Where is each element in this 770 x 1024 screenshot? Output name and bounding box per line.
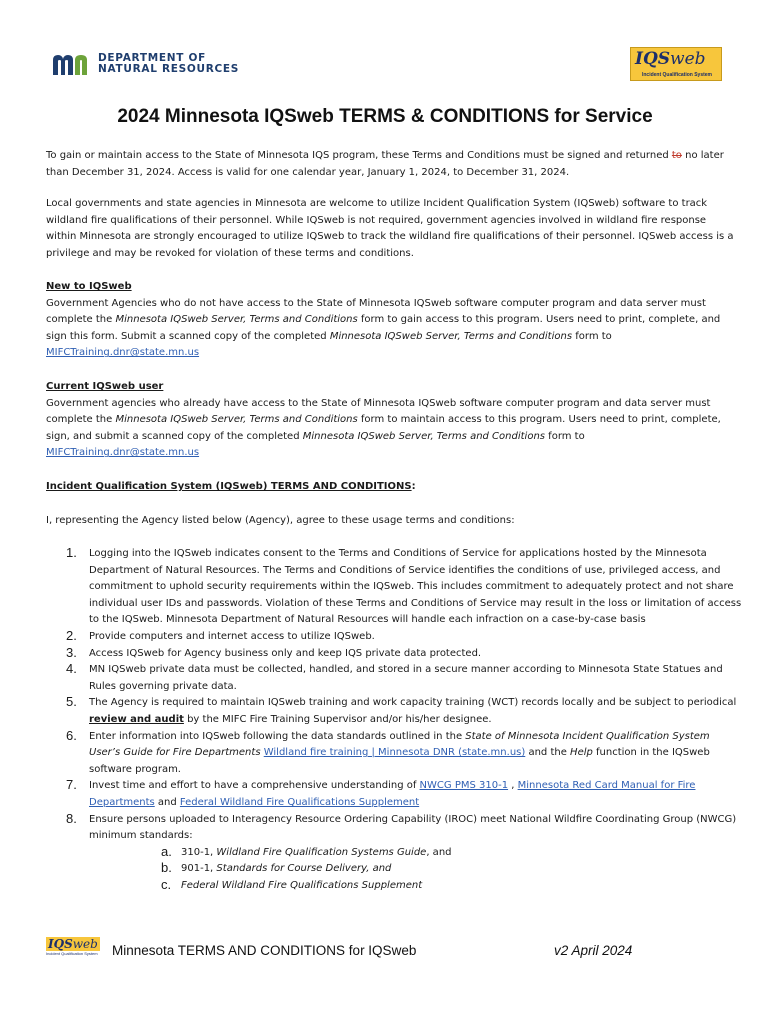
tc-heading: Incident Qualification System (IQSweb) TERMS AND CONDITIONS xyxy=(46,481,412,492)
list-item xyxy=(66,729,742,779)
intro-text-a: To gain or maintain access to the State of Minnesota IQS program, these Terms and Conditions must be signed and returned xyxy=(46,150,672,161)
new-user-text-b: form to gain access to this program. Users need to print, complete, and sign this form. Submit a scanned copy of the completed xyxy=(46,314,721,342)
footer-logo-mark xyxy=(46,937,100,951)
help-text: Help xyxy=(570,747,593,759)
sub-list-item xyxy=(161,878,742,895)
list-text-c: function in the IQSweb software program. xyxy=(89,747,710,775)
sub-text-a: 310-1, xyxy=(181,846,217,858)
list-number: 1. xyxy=(66,545,77,560)
list-text-c: and xyxy=(154,796,180,808)
federal-supplement-link[interactable]: Federal Wildland Fire Qualifications Supplement xyxy=(179,796,420,808)
current-user-email-link[interactable]: MIFCTraining.dnr@state.mn.us xyxy=(46,447,200,459)
footer-logo-subtitle: Incident Qualification System xyxy=(46,951,98,956)
nwcg-pms-link[interactable]: NWCG PMS 310-1 xyxy=(419,780,509,792)
current-user-form-name-2: Minnesota IQSweb Server, Terms and Conditions xyxy=(302,430,545,442)
new-user-text-a: Government Agencies who do not have access to the State of Minnesota IQSweb software computer program and data server must complete the xyxy=(46,297,706,326)
list-text-a: Invest time and effort to have a comprehensive understanding of xyxy=(89,780,420,792)
current-user-section xyxy=(46,379,736,462)
sub-text-em: Standards for Course Delivery, and xyxy=(216,863,392,875)
users-guide-title: State of Minnesota Incident Qualification System User’s Guide for Fire Departments xyxy=(89,730,710,759)
list-text-a: Enter information into IQSweb following the data standards outlined in the xyxy=(89,730,466,742)
list-number: 4. xyxy=(66,661,77,677)
intro-strike: to xyxy=(671,150,682,161)
list-item xyxy=(66,662,742,695)
new-user-form-name-2: Minnesota IQSweb Server, Terms and Conditions xyxy=(329,330,573,342)
terms-list xyxy=(66,546,742,894)
red-card-manual-link[interactable]: Minnesota Red Card Manual for Fire Departments xyxy=(89,780,696,808)
sub-list-item xyxy=(161,861,742,878)
list-item xyxy=(66,695,742,728)
list-text: MN IQSweb private data must be collected, handled, and stored in a secure manner according to Minnesota State Statues and Rules governing private data. xyxy=(89,664,723,692)
current-user-heading: Current IQSweb user xyxy=(46,381,164,392)
dnr-line1: DEPARTMENT OF xyxy=(98,52,206,64)
list-number: 3. xyxy=(66,644,77,660)
list-text: Ensure persons uploaded to Interagency Resource Ordering Capability (IROC) meet National Wildfire Coordinating Group (NWCG) minimum standards: xyxy=(89,813,737,842)
list-number: 8. xyxy=(66,810,77,826)
intro-text-b: no later than December 31, 2024. Access is valid for one calendar year, January 1, 2024, to December 31, 2024. xyxy=(46,150,724,178)
wildland-fire-training-link[interactable]: Wildland fire training | Minnesota DNR (state.mn.us) xyxy=(263,747,526,759)
list-text: Logging into the IQSweb indicates consent to the Terms and Conditions of Service for applications hosted by the Minnesota Department of Natural Resources. The Terms and Conditions of Service identifies the conditions of use, privileged access, and commitment to uphold security requirements within the IQSweb. This includes commitment to adequately protect and not share individual user IDs and passwords. Violation of these Terms and Conditions of Service may result in the loss or limitation of access to the IQSweb. Minnesota Department of Natural Resources will handle each infraction on a case-by-case basis xyxy=(89,548,742,626)
current-user-form-name-1: Minnesota IQSweb Server, Terms and Conditions xyxy=(115,414,358,426)
list-number: 2. xyxy=(66,627,77,643)
list-text-b: by the MIFC Fire Training Supervisor and/or his/her designee. xyxy=(183,713,492,725)
sub-text-em: Federal Wildland Fire Qualifications Supplement xyxy=(181,879,423,891)
list-text-b: and the xyxy=(525,747,571,759)
tc-agree-block xyxy=(46,513,736,530)
iqsweb-logo-subtitle: Incident Qualification System xyxy=(641,72,712,78)
sub-text-em: Wildland Fire Qualification Systems Guide xyxy=(216,846,427,858)
list-number: 5. xyxy=(66,694,77,710)
list-number: 7. xyxy=(66,777,77,793)
tc-heading-block xyxy=(46,479,736,496)
footer-title: Minnesota TERMS AND CONDITIONS for IQSweb xyxy=(112,943,417,958)
dnr-logo xyxy=(52,52,239,76)
list-item xyxy=(66,646,742,663)
new-user-heading: New to IQSweb xyxy=(46,281,132,292)
iqs-text: IQS xyxy=(635,49,671,69)
new-user-email-link[interactable]: MIFCTraining.dnr@state.mn.us xyxy=(46,347,200,359)
list-text: Provide computers and internet access to utilize IQSweb. xyxy=(89,630,375,642)
current-user-text-b: form to maintain access to this program. Users need to print, complete, sign, and submit a scanned copy of the completed xyxy=(46,414,721,442)
dnr-wordmark xyxy=(98,53,239,75)
web-text: web xyxy=(670,49,706,69)
page-title: 2024 Minnesota IQSweb TERMS & CONDITIONS for Service xyxy=(117,106,653,127)
list-item xyxy=(66,546,742,629)
intro-paragraph-2 xyxy=(46,196,736,262)
new-user-section xyxy=(46,279,736,362)
list-item xyxy=(66,812,742,845)
list-text-b: , xyxy=(508,780,518,792)
current-user-text-a: Government agencies who already have access to the State of Minnesota IQSweb software computer program and data server must complete the xyxy=(46,397,711,426)
tc-heading-colon: : xyxy=(411,481,416,492)
sub-list-item xyxy=(161,845,742,862)
new-user-text-c: form to xyxy=(572,330,612,342)
dnr-line2: NATURAL RESOURCES xyxy=(98,63,240,75)
footer-iqs-text: IQS xyxy=(48,937,73,951)
new-user-form-name-1: Minnesota IQSweb Server, Terms and Conditions xyxy=(115,314,358,326)
intro-p2: Local governments and state agencies in Minnesota are welcome to utilize Incident Qualification System (IQSweb) software to track wildland fire qualifications of their personnel. While IQSweb is not required, government agencies involved in wildland fire response within Minnesota are strongly encouraged to utilize IQSweb to track the wildland fire qualifications of their personnel. IQSweb access is a privilege and may be revoked for violation of these terms and conditions. xyxy=(46,198,734,259)
tc-agree-text: I, representing the Agency listed below (Agency), agree to these usage terms and conditions: xyxy=(46,515,515,526)
sub-list-letter: c. xyxy=(161,876,172,892)
page-footer xyxy=(46,937,686,961)
sub-list xyxy=(161,845,742,895)
list-text: Access IQSweb for Agency business only and keep IQS private data protected. xyxy=(89,647,482,659)
list-item xyxy=(66,778,742,811)
footer-iqsweb-logo xyxy=(46,937,104,957)
list-number: 6. xyxy=(66,727,77,743)
mn-logo-icon xyxy=(52,52,92,76)
sub-list-letter: a. xyxy=(161,843,172,859)
review-audit-text: review and audit xyxy=(89,713,184,725)
footer-web-text: web xyxy=(72,937,98,951)
list-text-a: The Agency is required to maintain IQSweb training and work capacity training (WCT) records locally and be subject to periodical xyxy=(89,697,737,709)
sub-text-a: 901-1, xyxy=(181,863,217,875)
current-user-text-c: form to xyxy=(545,430,585,442)
iqsweb-logo-mark xyxy=(635,49,706,69)
iqsweb-logo xyxy=(630,47,722,81)
sub-text-b: , and xyxy=(426,846,452,858)
sub-list-letter: b. xyxy=(161,860,172,876)
footer-version: v2 April 2024 xyxy=(554,943,633,958)
intro-paragraph xyxy=(46,148,736,181)
list-item xyxy=(66,629,742,646)
